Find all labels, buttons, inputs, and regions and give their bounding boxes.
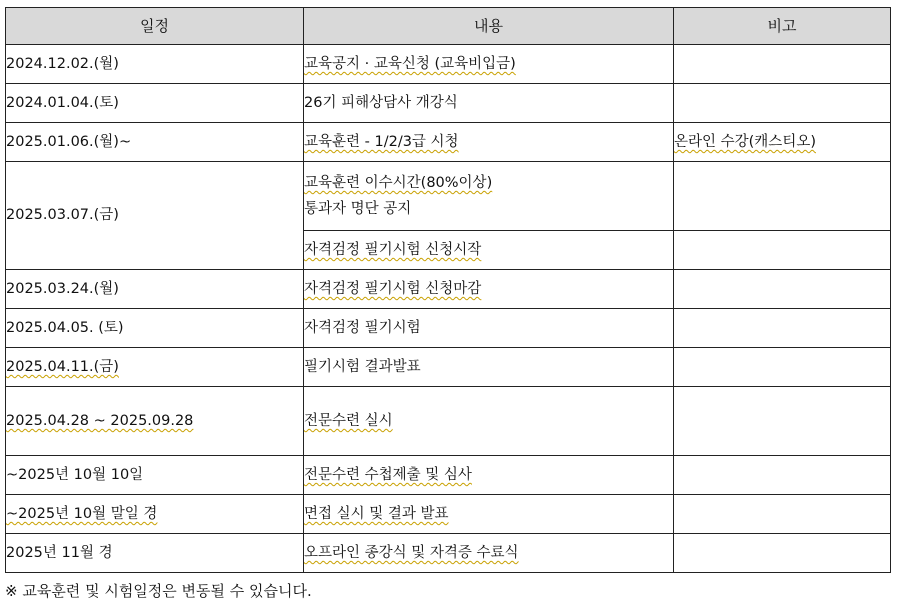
date-cell: 2025년 11월 경 [6, 534, 304, 573]
date-text: 2025.04.28 ~ 2025.09.28 [6, 412, 194, 429]
schedule-table [5, 7, 891, 573]
content-cell [304, 162, 674, 231]
header-note: 비고 [674, 8, 891, 45]
content-cell: 필기시험 결과발표 [304, 348, 674, 387]
date-text: ~2025년 10월 말일 경 [6, 505, 158, 522]
table-row [6, 45, 891, 84]
content-text: 전문수련 실시 [304, 412, 393, 429]
date-cell: 2025.04.05. (토) [6, 309, 304, 348]
content-text: 자격검정 필기시험 신청마감 [304, 280, 482, 297]
content-text: 오프라인 종강식 및 자격증 수료식 [304, 544, 519, 561]
date-cell [6, 348, 304, 387]
table-row [6, 348, 891, 387]
content-line-2: 통과자 명단 공지 [304, 201, 412, 217]
content-cell [304, 495, 674, 534]
content-cell: 26기 피해상담사 개강식 [304, 84, 674, 123]
note-text: 온라인 수강(캐스티오) [674, 133, 816, 150]
content-cell [304, 45, 674, 84]
content-text: 자격검정 필기시험 신청시작 [304, 241, 482, 258]
note-cell [674, 45, 891, 84]
content-cell [304, 231, 674, 270]
date-cell: 2025.03.24.(월) [6, 270, 304, 309]
content-text: 교육훈련 - 1/2/3급 시청 [304, 133, 459, 150]
note-cell [674, 162, 891, 231]
table-row [6, 495, 891, 534]
date-cell [6, 387, 304, 456]
note-cell [674, 495, 891, 534]
content-cell [304, 123, 674, 162]
table-row [6, 534, 891, 573]
date-cell [6, 495, 304, 534]
table-row [6, 270, 891, 309]
header-schedule: 일정 [6, 8, 304, 45]
date-text: 2025.04.11.(금) [6, 358, 119, 375]
date-cell: ~2025년 10월 10일 [6, 456, 304, 495]
note-cell [674, 348, 891, 387]
note-cell [674, 534, 891, 573]
date-cell: 2024.12.02.(월) [6, 45, 304, 84]
note-cell [674, 270, 891, 309]
table-row [6, 84, 891, 123]
header-content: 내용 [304, 8, 674, 45]
content-text: 전문수련 수첩제출 및 심사 [304, 466, 472, 483]
note-cell [674, 309, 891, 348]
content-cell [304, 387, 674, 456]
schedule-change-notice: ※ 교육훈련 및 시험일정은 변동될 수 있습니다. [5, 582, 312, 600]
note-cell [674, 231, 891, 270]
content-cell [304, 534, 674, 573]
date-cell: 2025.01.06.(월)~ [6, 123, 304, 162]
note-cell [674, 123, 891, 162]
content-cell [304, 456, 674, 495]
table-row [6, 123, 891, 162]
content-cell [304, 270, 674, 309]
content-cell: 자격검정 필기시험 [304, 309, 674, 348]
table-row [6, 162, 891, 231]
table-row [6, 309, 891, 348]
note-cell [674, 456, 891, 495]
note-cell [674, 84, 891, 123]
note-cell [674, 387, 891, 456]
table-row [6, 456, 891, 495]
header-row [6, 8, 891, 45]
date-cell: 2025.03.07.(금) [6, 162, 304, 270]
date-cell: 2024.01.04.(토) [6, 84, 304, 123]
content-text: 교육공지 · 교육신청 (교육비입금) [304, 55, 516, 72]
table-row [6, 387, 891, 456]
content-text: 면접 실시 및 결과 발표 [304, 505, 449, 522]
content-line-1: 교육훈련 이수시간(80%이상) [304, 174, 493, 191]
